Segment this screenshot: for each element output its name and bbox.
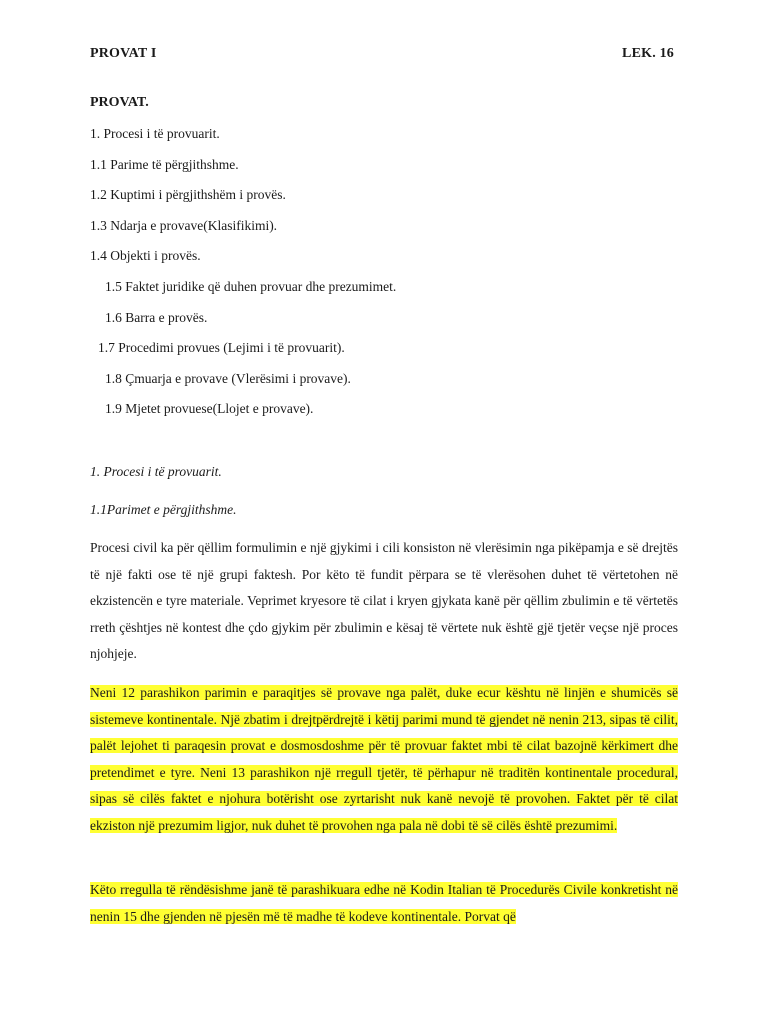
toc-item: 1.6 Barra e provës. [105,309,208,325]
header-right-lesson: LEK. 16 [622,46,674,61]
toc-item: 1. Procesi i të provuarit. [90,126,220,141]
page-header [90,46,674,62]
highlighted-paragraph [90,680,678,839]
table-of-contents [90,125,396,431]
paragraph-text: Procesi civil ka për qëllim formulimin e një gjykimi i cili konsiston në vlerësimin nga pikëpamja e së drejtës të një fakti ose të një grupi faktesh. Por këto të fundit përpara se të vlerësohen duhet të vërtetohen në ekzistencën e tyre materiale. Veprimet kryesore të cilat i kryen gjykata kanë për qëllim zbulimin e të vërtetës rreth çështjes në kontest dhe çdo gjykim për zbulimin e kësaj të vërtete nuk është gjë tjetër veçse një proces njohjeje. [90,540,678,661]
toc-item: 1.3 Ndarja e provave(Klasifikimi). [90,217,278,233]
toc-item: 1.9 Mjetet provuese(Llojet e provave). [105,401,314,417]
subsection-title: 1.1Parimet e përgjithshme. [90,502,237,517]
toc-item: 1.7 Procedimi provues (Lejimi i të provuarit). [98,340,345,356]
toc-item: 1.8 Çmuarja e provave (Vlerësimi i provave). [105,370,351,386]
toc-item: 1.2 Kuptimi i përgjithshëm i provës. [90,187,286,203]
section-title: 1. Procesi i të provuarit. [90,464,222,479]
toc-item: 1.5 Faktet juridike që duhen provuar dhe prezumimet. [105,278,397,294]
body-paragraph [90,535,678,668]
paragraph-text: Neni 12 parashikon parimin e paraqitjes së provave nga palët, duke ecur kështu në linjën e shumicës së sistemeve kontinentale. Një zbatim i drejtpërdrejtë i këtij parimi mund të gjendet në nenin 213, sipas të cilit, palët lejohet ti paraqesin provat e dosmosdoshme për të provuar faktet mbi të cilat bazojnë kërkimert dhe pretendimet e tyre. Neni 13 parashikon një rregull tjetër, të përhapur në traditën kontinentale procedural, sipas së cilës faktet e njohura botërisht ose zyrtarisht nuk kanë nevojë të provohen. Faktet për të cilat ekziston një prezumim ligjor, nuk duhet të provohen nga pala në dobi të së cilës është prezumimi. [90,685,678,833]
paragraph-text: Këto rregulla të rëndësishme janë të parashikuara edhe në Kodin Italian të Procedurës Civile konkretisht në nenin 15 dhe gjenden në pjesën më të madhe të kodeve kontinentale. Porvat që [90,882,678,924]
document-heading: PROVAT. [90,95,149,110]
header-left-title: PROVAT I [90,46,157,61]
toc-item: 1.1 Parime të përgjithshme. [90,156,239,172]
highlighted-paragraph [90,877,678,930]
toc-item: 1.4 Objekti i provës. [90,248,201,264]
